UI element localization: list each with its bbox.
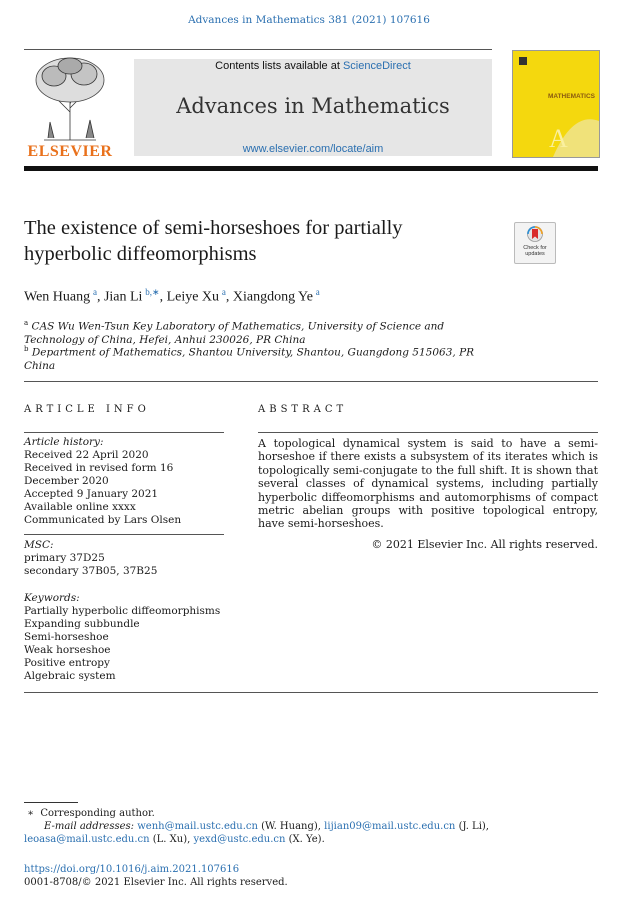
author-name[interactable]: Wen Huang: [24, 289, 91, 305]
keyword: Partially hyperbolic diffeomorphisms: [24, 605, 221, 617]
email-owner: (W. Huang),: [261, 821, 321, 832]
issn-line: 0001-8708/© 2021 Elsevier Inc. All rights reserved.: [24, 877, 288, 888]
author-name[interactable]: Jian Li: [103, 289, 143, 305]
abstract-text: A topological dynamical system is said to have a semi-horseshoe if there exists a subsystem of its iterates which is topologically semi-conjugate to the full shift. It is shown that several classes of dynamical systems, including partially hyperbolic diffeomorphisms and automorphisms of compact metric abelian groups with positive topological entropy, have semi-horseshoes.: [258, 437, 598, 531]
section-rule-bottom: [24, 692, 598, 693]
affiliation-b: [24, 343, 494, 373]
abstract-copyright: © 2021 Elsevier Inc. All rights reserved.: [371, 538, 598, 551]
keyword: Semi-horseshoe: [24, 631, 109, 643]
email-owner: (J. Li),: [458, 821, 489, 832]
section-rule: [24, 381, 598, 382]
masthead-top-rule: [24, 49, 492, 50]
history-item: Received in revised form 16 December 2020: [24, 462, 174, 487]
msc-item: primary 37D25: [24, 552, 105, 564]
article-info-rule: [24, 432, 224, 433]
title-line-2: hyperbolic diffeomorphisms: [24, 243, 257, 265]
email-link[interactable]: yexd@ustc.edu.cn: [193, 834, 286, 845]
author-affil-mark[interactable]: a: [221, 287, 226, 297]
email-footnote: [44, 820, 598, 833]
article-info-heading: ARTICLE INFO: [24, 404, 150, 415]
email-owner: (L. Xu),: [152, 834, 191, 845]
journal-cover-image[interactable]: [512, 50, 600, 158]
corresponding-mark: ∗: [27, 808, 34, 819]
email-label: E-mail addresses:: [44, 821, 135, 832]
journal-title: Advances in Mathematics: [176, 94, 450, 118]
history-item: Accepted 9 January 2021: [24, 488, 159, 500]
history-item: Available online xxxx: [24, 501, 136, 513]
check-for-updates-badge[interactable]: [514, 222, 556, 264]
history-item: Received 22 April 2020: [24, 449, 149, 461]
author-list: Wen Huang $^a$, Jian Li $^{b,∗}$, Leiye Xu $^a$, Xiangdong Ye $^a$: [24, 287, 320, 305]
footnote-rule: [24, 802, 78, 803]
corresponding-footnote: [24, 807, 598, 820]
abstract-rule: [258, 432, 598, 433]
email-link[interactable]: lijian09@mail.ustc.edu.cn: [324, 821, 456, 832]
email-link[interactable]: wenh@mail.ustc.edu.cn: [137, 821, 258, 832]
author-name[interactable]: Xiangdong Ye: [232, 289, 313, 305]
article-history: [24, 436, 224, 527]
keywords-block: [24, 592, 224, 683]
cover-title: MATHEMATICS: [547, 93, 595, 100]
author-affil-mark[interactable]: a: [315, 287, 320, 297]
check-updates-label: Check for updates: [523, 245, 547, 257]
journal-reference[interactable]: Advances in Mathematics 381 (2021) 107616: [188, 14, 430, 26]
keyword: Expanding subbundle: [24, 618, 140, 630]
affiliation-mark: b: [24, 345, 29, 353]
keyword: Algebraic system: [24, 670, 116, 682]
email-owner: (X. Ye).: [288, 834, 325, 845]
elsevier-wordmark: ELSEVIER: [27, 143, 113, 160]
keywords-label: Keywords:: [24, 592, 80, 604]
affiliation-text: CAS Wu Wen-Tsun Key Laboratory of Mathematics, University of Science and Technology of China, Hefei, Anhui 230026, PR China: [24, 320, 445, 346]
title-line-1: The existence of semi-horseshoes for partially: [24, 217, 403, 239]
msc-rule: [24, 534, 224, 535]
corresponding-text: Corresponding author.: [40, 808, 155, 819]
history-item: Communicated by Lars Olsen: [24, 514, 182, 526]
author-affil-mark[interactable]: a: [92, 287, 97, 297]
journal-url-link[interactable]: www.elsevier.com/locate/aim: [242, 143, 384, 155]
contents-line: [134, 60, 492, 72]
msc-item: secondary 37B05, 37B25: [24, 565, 158, 577]
doi-link[interactable]: https://doi.org/10.1016/j.aim.2021.107616: [24, 864, 240, 875]
msc-block: [24, 539, 224, 578]
abstract-heading: ABSTRACT: [258, 404, 348, 415]
affiliation-mark: a: [24, 319, 29, 327]
paper-title: [24, 215, 474, 267]
contents-prefix: Contents lists available at: [215, 60, 343, 72]
bookmark-icon: [527, 226, 543, 244]
author-name[interactable]: Leiye Xu: [166, 289, 220, 305]
msc-label: MSC:: [24, 539, 54, 551]
email-link[interactable]: leoasa@mail.ustc.edu.cn: [24, 834, 150, 845]
author-affil-mark[interactable]: b,∗: [145, 287, 160, 297]
keyword: Positive entropy: [24, 657, 110, 669]
sciencedirect-link[interactable]: ScienceDirect: [342, 60, 411, 72]
history-label: Article history:: [24, 436, 104, 448]
keyword: Weak horseshoe: [24, 644, 111, 656]
svg-text:A: A: [549, 124, 568, 153]
header-thick-rule: [24, 166, 598, 171]
affiliation-text: Department of Mathematics, Shantou University, Shantou, Guangdong 515063, PR China: [24, 346, 475, 372]
email-footnote-cont: [24, 833, 598, 846]
